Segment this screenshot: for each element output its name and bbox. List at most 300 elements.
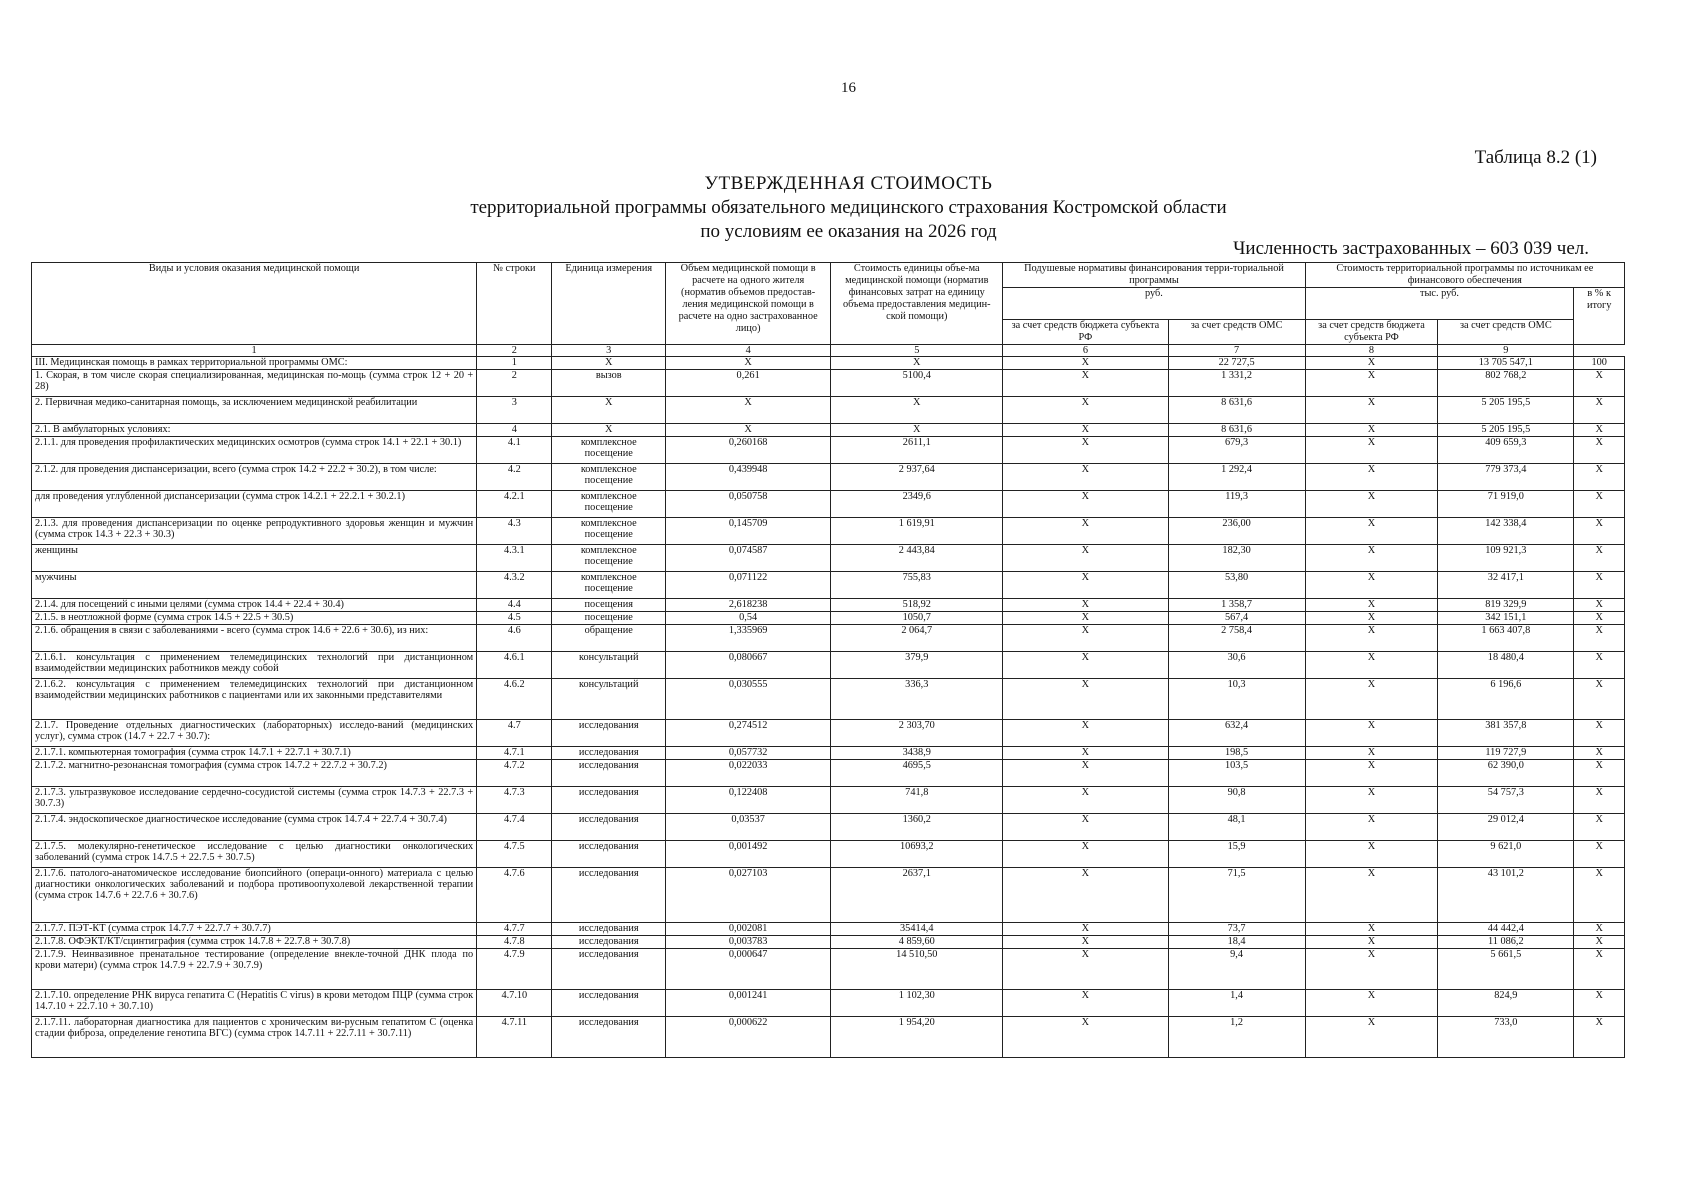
- row-name: 2.1.7.10. определение РНК вируса гепатита С (Hepatitis C virus) в крови методом ПЦР (сумма строк 14.7.10 + 22.7.10 + 30.7.10): [32, 990, 477, 1017]
- table-row: [32, 397, 1625, 424]
- row-budget-rf: X: [1003, 841, 1168, 868]
- row-percent: X: [1574, 747, 1625, 760]
- row-number: 4.3.2: [477, 572, 552, 599]
- table-row: [32, 437, 1625, 464]
- row-unit: исследования: [552, 720, 666, 747]
- row-number: 2: [477, 370, 552, 397]
- header-rub: руб.: [1003, 288, 1305, 320]
- row-unit-cost: 10693,2: [831, 841, 1003, 868]
- row-percent: X: [1574, 760, 1625, 787]
- row-unit-cost: 3438,9: [831, 747, 1003, 760]
- row-volume: 0,000647: [666, 949, 831, 990]
- row-unit: исследования: [552, 841, 666, 868]
- row-number: 4.7.10: [477, 990, 552, 1017]
- row-percent: X: [1574, 424, 1625, 437]
- row-budget-rf: X: [1003, 518, 1168, 545]
- row-unit-cost: 2349,6: [831, 491, 1003, 518]
- row-budget-rf: X: [1003, 1017, 1168, 1058]
- row-oms: 15,9: [1168, 841, 1305, 868]
- column-number: 1: [32, 345, 477, 357]
- row-percent: X: [1574, 599, 1625, 612]
- row-oms-total: 733,0: [1438, 1017, 1574, 1058]
- row-number: 4.7: [477, 720, 552, 747]
- table-row: [32, 787, 1625, 814]
- row-unit: комплексное посещение: [552, 491, 666, 518]
- row-unit: комплексное посещение: [552, 464, 666, 491]
- row-oms: 30,6: [1168, 652, 1305, 679]
- row-budget-rf: X: [1003, 625, 1168, 652]
- row-volume: 0,439948: [666, 464, 831, 491]
- column-number: 2: [477, 345, 552, 357]
- row-unit-cost: 2611,1: [831, 437, 1003, 464]
- row-budget-rf-total: X: [1305, 814, 1438, 841]
- row-budget-rf-total: X: [1305, 437, 1438, 464]
- row-oms-total: 71 919,0: [1438, 491, 1574, 518]
- row-percent: X: [1574, 370, 1625, 397]
- table-row: [32, 760, 1625, 787]
- row-budget-rf-total: X: [1305, 652, 1438, 679]
- row-oms: 679,3: [1168, 437, 1305, 464]
- row-number: 4.6.1: [477, 652, 552, 679]
- table-id: Таблица 8.2 (1): [1474, 147, 1597, 168]
- row-unit-cost: 1 619,91: [831, 518, 1003, 545]
- row-unit-cost: 755,83: [831, 572, 1003, 599]
- row-unit: X: [552, 397, 666, 424]
- row-budget-rf-total: X: [1305, 491, 1438, 518]
- row-volume: 0,050758: [666, 491, 831, 518]
- row-oms-total: 5 205 195,5: [1438, 424, 1574, 437]
- table-row: [32, 357, 1625, 370]
- row-percent: X: [1574, 437, 1625, 464]
- row-unit: исследования: [552, 787, 666, 814]
- row-unit-cost: 518,92: [831, 599, 1003, 612]
- row-number: 4.7.7: [477, 923, 552, 936]
- row-unit: исследования: [552, 990, 666, 1017]
- row-oms: 18,4: [1168, 936, 1305, 949]
- row-unit: вызов: [552, 370, 666, 397]
- row-budget-rf: X: [1003, 720, 1168, 747]
- row-number: 3: [477, 397, 552, 424]
- row-unit: посещение: [552, 612, 666, 625]
- table-row: [32, 936, 1625, 949]
- row-budget-rf: X: [1003, 949, 1168, 990]
- row-unit: исследования: [552, 949, 666, 990]
- row-oms-total: 1 663 407,8: [1438, 625, 1574, 652]
- row-budget-rf: X: [1003, 814, 1168, 841]
- row-oms: 73,7: [1168, 923, 1305, 936]
- row-percent: X: [1574, 868, 1625, 923]
- row-unit: исследования: [552, 868, 666, 923]
- row-number: 1: [477, 357, 552, 370]
- row-oms: 48,1: [1168, 814, 1305, 841]
- row-budget-rf: X: [1003, 923, 1168, 936]
- header-total-cost: Стоимость территориальной программы по источникам ее финансового обеспечения: [1305, 263, 1624, 288]
- row-budget-rf: X: [1003, 679, 1168, 720]
- row-unit: комплексное посещение: [552, 518, 666, 545]
- header-row-no: № строки: [477, 263, 552, 345]
- row-name: 2.1.7.8. ОФЭКТ/КТ/сцинтиграфия (сумма строк 14.7.8 + 22.7.8 + 30.7.8): [32, 936, 477, 949]
- row-unit: обращение: [552, 625, 666, 652]
- row-budget-rf-total: X: [1305, 518, 1438, 545]
- table-row: [32, 679, 1625, 720]
- row-oms: 53,80: [1168, 572, 1305, 599]
- row-percent: X: [1574, 572, 1625, 599]
- table-row: [32, 990, 1625, 1017]
- row-budget-rf: X: [1003, 437, 1168, 464]
- row-number: 4: [477, 424, 552, 437]
- insured-count: Численность застрахованных – 603 039 чел.: [1233, 238, 1589, 259]
- row-oms: 1 358,7: [1168, 599, 1305, 612]
- row-volume: 0,022033: [666, 760, 831, 787]
- row-budget-rf-total: X: [1305, 787, 1438, 814]
- row-percent: X: [1574, 936, 1625, 949]
- row-budget-rf-total: X: [1305, 599, 1438, 612]
- row-number: 4.7.5: [477, 841, 552, 868]
- row-percent: X: [1574, 625, 1625, 652]
- document-subtitle-line1: территориальной программы обязательного медицинского страхования Костромской области: [470, 197, 1227, 218]
- row-volume: 1,335969: [666, 625, 831, 652]
- row-oms-total: 11 086,2: [1438, 936, 1574, 949]
- row-oms-total: 142 338,4: [1438, 518, 1574, 545]
- row-budget-rf-total: X: [1305, 868, 1438, 923]
- row-unit: консультаций: [552, 652, 666, 679]
- row-oms-total: 32 417,1: [1438, 572, 1574, 599]
- cost-table: [31, 262, 1625, 1058]
- row-number: 4.1: [477, 437, 552, 464]
- row-oms: 22 727,5: [1168, 357, 1305, 370]
- row-percent: 100: [1574, 357, 1625, 370]
- row-volume: X: [666, 397, 831, 424]
- row-unit-cost: 5100,4: [831, 370, 1003, 397]
- column-number: 4: [666, 345, 831, 357]
- table-row: [32, 625, 1625, 652]
- row-budget-rf: X: [1003, 464, 1168, 491]
- row-budget-rf-total: X: [1305, 397, 1438, 424]
- row-volume: 0,080667: [666, 652, 831, 679]
- row-name: 2.1.4. для посещений с иными целями (сумма строк 14.4 + 22.4 + 30.4): [32, 599, 477, 612]
- row-volume: 0,261: [666, 370, 831, 397]
- row-unit-cost: 35414,4: [831, 923, 1003, 936]
- row-unit-cost: X: [831, 424, 1003, 437]
- row-unit-cost: X: [831, 357, 1003, 370]
- row-oms-total: 62 390,0: [1438, 760, 1574, 787]
- row-budget-rf: X: [1003, 652, 1168, 679]
- row-name: 2.1. В амбулаторных условиях:: [32, 424, 477, 437]
- row-budget-rf: X: [1003, 599, 1168, 612]
- row-oms-total: 381 357,8: [1438, 720, 1574, 747]
- row-percent: X: [1574, 990, 1625, 1017]
- header-budget-rf: за счет средств бюджета субъекта РФ: [1003, 320, 1168, 345]
- row-number: 4.7.8: [477, 936, 552, 949]
- table-row: [32, 572, 1625, 599]
- row-budget-rf: X: [1003, 868, 1168, 923]
- row-volume: 0,002081: [666, 923, 831, 936]
- row-oms-total: 6 196,6: [1438, 679, 1574, 720]
- row-number: 4.2: [477, 464, 552, 491]
- row-volume: 0,145709: [666, 518, 831, 545]
- table-row: [32, 652, 1625, 679]
- row-oms: 567,4: [1168, 612, 1305, 625]
- row-number: 4.5: [477, 612, 552, 625]
- row-unit-cost: 1 954,20: [831, 1017, 1003, 1058]
- row-oms-total: 802 768,2: [1438, 370, 1574, 397]
- table-row: [32, 720, 1625, 747]
- row-unit-cost: 2 443,84: [831, 545, 1003, 572]
- row-budget-rf-total: X: [1305, 545, 1438, 572]
- row-budget-rf-total: X: [1305, 464, 1438, 491]
- row-unit: исследования: [552, 1017, 666, 1058]
- row-volume: 0,001492: [666, 841, 831, 868]
- header-oms: за счет средств ОМС: [1168, 320, 1305, 345]
- table-row: [32, 868, 1625, 923]
- document-title: УТВЕРЖДЕННАЯ СТОИМОСТЬ: [704, 173, 993, 194]
- row-unit-cost: 2637,1: [831, 868, 1003, 923]
- header-types: Виды и условия оказания медицинской помощи: [32, 263, 477, 345]
- row-percent: X: [1574, 612, 1625, 625]
- row-volume: X: [666, 424, 831, 437]
- row-budget-rf: X: [1003, 936, 1168, 949]
- row-name: 2.1.7.11. лабораторная диагностика для пациентов с хроническим ви-русным гепатитом С (оценка стадии фиброза, определение генотипа ВГС) (сумма строк 14.7.11 + 22.7.11 + 30.7.11): [32, 1017, 477, 1058]
- row-oms-total: 54 757,3: [1438, 787, 1574, 814]
- row-oms-total: 109 921,3: [1438, 545, 1574, 572]
- column-number: 7: [1168, 345, 1305, 357]
- row-percent: X: [1574, 1017, 1625, 1058]
- row-name: 2.1.7. Проведение отдельных диагностических (лабораторных) исследо-ваний (медицинских услуг), сумма строк (14.7 + 22.7 + 30.7):: [32, 720, 477, 747]
- row-budget-rf-total: X: [1305, 612, 1438, 625]
- column-number: 3: [552, 345, 666, 357]
- row-unit-cost: 4695,5: [831, 760, 1003, 787]
- row-number: 4.7.3: [477, 787, 552, 814]
- row-name: 2.1.7.7. ПЭТ-КТ (сумма строк 14.7.7 + 22.7.7 + 30.7.7): [32, 923, 477, 936]
- row-budget-rf: X: [1003, 760, 1168, 787]
- row-name: 2.1.2. для проведения диспансеризации, всего (сумма строк 14.2 + 22.2 + 30.2), в том числе:: [32, 464, 477, 491]
- row-budget-rf-total: X: [1305, 760, 1438, 787]
- row-name: III. Медицинская помощь в рамках территориальной программы ОМС:: [32, 357, 477, 370]
- row-percent: X: [1574, 491, 1625, 518]
- table-row: [32, 464, 1625, 491]
- row-unit-cost: 1050,7: [831, 612, 1003, 625]
- document-heading: [0, 172, 1697, 244]
- row-number: 4.7.1: [477, 747, 552, 760]
- row-budget-rf: X: [1003, 545, 1168, 572]
- row-unit-cost: 14 510,50: [831, 949, 1003, 990]
- row-volume: 0,000622: [666, 1017, 831, 1058]
- table-row: [32, 424, 1625, 437]
- row-oms: 8 631,6: [1168, 397, 1305, 424]
- row-oms-total: 119 727,9: [1438, 747, 1574, 760]
- row-number: 4.3: [477, 518, 552, 545]
- row-volume: 0,122408: [666, 787, 831, 814]
- row-unit-cost: 2 303,70: [831, 720, 1003, 747]
- row-oms-total: 342 151,1: [1438, 612, 1574, 625]
- row-name: мужчины: [32, 572, 477, 599]
- header-thous-rub: тыс. руб.: [1305, 288, 1574, 320]
- table-row: [32, 923, 1625, 936]
- header-pct: в % к итогу: [1574, 288, 1625, 345]
- row-oms-total: 819 329,9: [1438, 599, 1574, 612]
- row-volume: X: [666, 357, 831, 370]
- row-volume: 2,618238: [666, 599, 831, 612]
- row-oms-total: 779 373,4: [1438, 464, 1574, 491]
- row-name: 2. Первичная медико-санитарная помощь, за исключением медицинской реабилитации: [32, 397, 477, 424]
- row-budget-rf-total: X: [1305, 923, 1438, 936]
- document-subtitle-line2: по условиям ее оказания на 2026 год: [700, 221, 997, 242]
- row-oms-total: 18 480,4: [1438, 652, 1574, 679]
- table-row: [32, 599, 1625, 612]
- table-row: [32, 545, 1625, 572]
- column-number-row: [32, 345, 1625, 357]
- row-oms: 236,00: [1168, 518, 1305, 545]
- row-volume: 0,260168: [666, 437, 831, 464]
- row-name: 2.1.7.9. Неинвазивное пренатальное тестирование (определение внекле-точной ДНК плода по крови матери) (сумма строк 14.7.9 + 22.7.9 + 30.7.9): [32, 949, 477, 990]
- row-percent: X: [1574, 787, 1625, 814]
- table-row: [32, 841, 1625, 868]
- table-row: [32, 814, 1625, 841]
- row-oms: 103,5: [1168, 760, 1305, 787]
- row-oms-total: 824,9: [1438, 990, 1574, 1017]
- row-budget-rf: X: [1003, 990, 1168, 1017]
- row-volume: 0,003783: [666, 936, 831, 949]
- page-number: 16: [841, 80, 856, 96]
- row-unit: консультаций: [552, 679, 666, 720]
- table-row: [32, 370, 1625, 397]
- row-budget-rf: X: [1003, 397, 1168, 424]
- column-number: 9: [1438, 345, 1574, 357]
- row-percent: X: [1574, 949, 1625, 990]
- row-volume: 0,03537: [666, 814, 831, 841]
- table-row: [32, 949, 1625, 990]
- row-oms-total: 409 659,3: [1438, 437, 1574, 464]
- row-volume: 0,074587: [666, 545, 831, 572]
- row-volume: 0,54: [666, 612, 831, 625]
- row-number: 4.7.9: [477, 949, 552, 990]
- row-percent: X: [1574, 923, 1625, 936]
- row-budget-rf-total: X: [1305, 990, 1438, 1017]
- row-budget-rf: X: [1003, 787, 1168, 814]
- row-oms: 198,5: [1168, 747, 1305, 760]
- row-unit: X: [552, 424, 666, 437]
- row-number: 4.4: [477, 599, 552, 612]
- row-budget-rf: X: [1003, 370, 1168, 397]
- row-budget-rf-total: X: [1305, 625, 1438, 652]
- row-oms: 632,4: [1168, 720, 1305, 747]
- row-number: 4.2.1: [477, 491, 552, 518]
- row-budget-rf-total: X: [1305, 1017, 1438, 1058]
- row-unit: комплексное посещение: [552, 572, 666, 599]
- row-budget-rf-total: X: [1305, 936, 1438, 949]
- header-oms-2: за счет средств ОМС: [1438, 320, 1574, 345]
- row-name: 2.1.6.1. консультация с применением телемедицинских технологий при дистанционном взаимодействии медицинских работников между собой: [32, 652, 477, 679]
- header-budget-rf-2: за счет средств бюджета субъекта РФ: [1305, 320, 1438, 345]
- row-oms: 119,3: [1168, 491, 1305, 518]
- row-percent: X: [1574, 545, 1625, 572]
- row-oms: 1,4: [1168, 990, 1305, 1017]
- row-name: 2.1.7.6. патолого-анатомическое исследование биопсийного (операци-онного) материала с целью диагностики онкологических заболеваний и подбора противоопухолевой лекарственной терапии (сумма строк 14.7.6 + 22.7.6 + 30.7.6): [32, 868, 477, 923]
- row-percent: X: [1574, 679, 1625, 720]
- header-volume: Объем медицинской помощи в расчете на одного жителя (норматив объемов предостав-ления медицинской помощи в расчете на одно застрахованное лицо): [666, 263, 831, 345]
- column-number: 6: [1003, 345, 1168, 357]
- row-oms-total: 5 661,5: [1438, 949, 1574, 990]
- row-oms-total: 44 442,4: [1438, 923, 1574, 936]
- row-percent: X: [1574, 464, 1625, 491]
- row-oms-total: 13 705 547,1: [1438, 357, 1574, 370]
- column-number: 8: [1305, 345, 1438, 357]
- row-volume: 0,001241: [666, 990, 831, 1017]
- row-oms: 1,2: [1168, 1017, 1305, 1058]
- row-unit-cost: 336,3: [831, 679, 1003, 720]
- table-row: [32, 491, 1625, 518]
- row-unit: исследования: [552, 747, 666, 760]
- row-volume: 0,071122: [666, 572, 831, 599]
- row-oms-total: 9 621,0: [1438, 841, 1574, 868]
- row-name: 2.1.7.1. компьютерная томография (сумма строк 14.7.1 + 22.7.1 + 30.7.1): [32, 747, 477, 760]
- header-row-1: [32, 263, 1625, 288]
- row-percent: X: [1574, 652, 1625, 679]
- row-budget-rf-total: X: [1305, 747, 1438, 760]
- row-budget-rf: X: [1003, 491, 1168, 518]
- row-budget-rf: X: [1003, 424, 1168, 437]
- row-name: женщины: [32, 545, 477, 572]
- row-volume: 0,274512: [666, 720, 831, 747]
- row-name: 2.1.1. для проведения профилактических медицинских осмотров (сумма строк 14.1 + 22.1 + 30.1): [32, 437, 477, 464]
- header-unit: Единица измерения: [552, 263, 666, 345]
- row-unit: исследования: [552, 923, 666, 936]
- row-budget-rf-total: X: [1305, 357, 1438, 370]
- row-oms: 71,5: [1168, 868, 1305, 923]
- table-row: [32, 1017, 1625, 1058]
- row-unit-cost: 379,9: [831, 652, 1003, 679]
- row-number: 4.7.6: [477, 868, 552, 923]
- row-budget-rf: X: [1003, 747, 1168, 760]
- row-unit: комплексное посещение: [552, 437, 666, 464]
- row-name: 2.1.7.4. эндоскопическое диагностическое исследование (сумма строк 14.7.4 + 22.7.4 + 30.7.4): [32, 814, 477, 841]
- row-name: для проведения углубленной диспансеризации (сумма строк 14.2.1 + 22.2.1 + 30.2.1): [32, 491, 477, 518]
- row-name: 1. Скорая, в том числе скорая специализированная, медицинская по-мощь (сумма строк 12 + 20 + 28): [32, 370, 477, 397]
- table-row: [32, 612, 1625, 625]
- table-body: [32, 357, 1625, 1058]
- row-number: 4.7.11: [477, 1017, 552, 1058]
- row-oms: 2 758,4: [1168, 625, 1305, 652]
- row-unit: X: [552, 357, 666, 370]
- row-unit-cost: 4 859,60: [831, 936, 1003, 949]
- table-row: [32, 518, 1625, 545]
- row-unit-cost: 1 102,30: [831, 990, 1003, 1017]
- row-name: 2.1.5. в неотложной форме (сумма строк 14.5 + 22.5 + 30.5): [32, 612, 477, 625]
- row-name: 2.1.6. обращения в связи с заболеваниями - всего (сумма строк 14.6 + 22.6 + 30.6), из них:: [32, 625, 477, 652]
- row-oms-total: 5 205 195,5: [1438, 397, 1574, 424]
- row-name: 2.1.6.2. консультация с применением телемедицинских технологий при дистанционном взаимодействии медицинских работников с пациентами или их законными представителями: [32, 679, 477, 720]
- row-percent: X: [1574, 518, 1625, 545]
- row-oms: 10,3: [1168, 679, 1305, 720]
- row-percent: X: [1574, 841, 1625, 868]
- row-oms: 182,30: [1168, 545, 1305, 572]
- header-unit-cost: Стоимость единицы объе-ма медицинской помощи (норматив финансовых затрат на единицу объема предоставления медицин-ской помощи): [831, 263, 1003, 345]
- row-volume: 0,030555: [666, 679, 831, 720]
- row-unit-cost: 1360,2: [831, 814, 1003, 841]
- row-percent: X: [1574, 397, 1625, 424]
- row-oms: 9,4: [1168, 949, 1305, 990]
- row-budget-rf-total: X: [1305, 424, 1438, 437]
- row-oms-total: 43 101,2: [1438, 868, 1574, 923]
- column-number: 5: [831, 345, 1003, 357]
- row-unit-cost: X: [831, 397, 1003, 424]
- row-budget-rf: X: [1003, 357, 1168, 370]
- row-percent: X: [1574, 814, 1625, 841]
- row-volume: 0,027103: [666, 868, 831, 923]
- row-volume: 0,057732: [666, 747, 831, 760]
- row-budget-rf-total: X: [1305, 841, 1438, 868]
- row-unit: исследования: [552, 760, 666, 787]
